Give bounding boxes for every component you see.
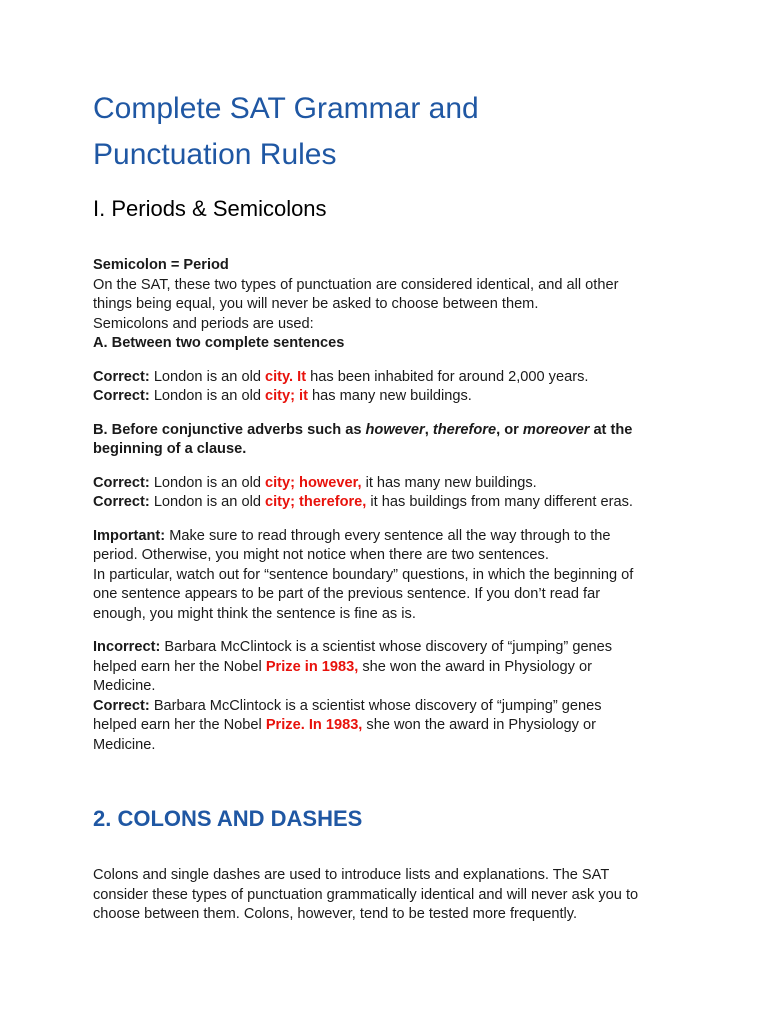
subheading: Semicolon = Period [93, 257, 229, 273]
example-b2 [93, 493, 693, 513]
example-highlight: city; therefore, [264, 494, 367, 510]
important-label: Important: [93, 527, 166, 544]
rule-b-word: moreover [522, 421, 590, 438]
section-1-heading: I. Periods & Semicolons [93, 196, 327, 221]
colons-intro [93, 866, 693, 925]
example-text: London is an old [149, 368, 265, 385]
rule-b-text: at the [589, 421, 633, 438]
important-line-3: In particular, watch out for “sentence boundary” questions, in which the beginning of [93, 566, 634, 583]
correct-label: Correct: [93, 697, 150, 714]
example-label: Correct: [93, 388, 150, 404]
incorrect-label: Incorrect: [93, 639, 161, 655]
mcclintock-examples [93, 638, 693, 755]
rule-b-word: however [365, 421, 425, 438]
correct-text: helped earn her the Nobel [93, 717, 266, 733]
colons-line-3: choose between them. Colons, however, tend to be tested more frequently. [93, 906, 578, 922]
intro-line-1: On the SAT, these two types of punctuation are considered identical, and all other [93, 276, 619, 293]
rule-b [93, 421, 693, 460]
example-a1 [93, 368, 693, 388]
incorrect-line-1 [93, 638, 693, 658]
incorrect-line-2 [93, 658, 693, 678]
incorrect-text: helped earn her the Nobel [93, 658, 266, 675]
correct-text: she won the award in Physiology or [362, 717, 597, 733]
intro-line-2: things being equal, you will never be asked to choose between them. [93, 296, 539, 312]
example-b1 [93, 474, 693, 494]
rule-b-line-1 [93, 421, 693, 441]
rule-b-text: , or [496, 421, 523, 438]
example-label: Correct: [93, 474, 150, 491]
example-label: Correct: [93, 368, 150, 385]
rule-a: A. Between two complete sentences [93, 335, 345, 351]
section-2-heading: 2. COLONS AND DASHES [93, 806, 363, 831]
correct-line-3: Medicine. [93, 736, 156, 753]
example-highlight: city. It [264, 368, 307, 385]
examples-b [93, 474, 693, 513]
intro-line-3: Semicolons and periods are used: [93, 315, 314, 332]
correct-highlight: Prize. In 1983, [265, 717, 363, 733]
example-text: it has many new buildings. [361, 474, 537, 491]
important-note [93, 527, 693, 625]
example-label: Correct: [93, 494, 150, 510]
example-highlight: city; however, [264, 474, 362, 491]
colons-line-1: Colons and single dashes are used to introduce lists and explanations. The SAT [93, 867, 610, 883]
example-text: it has buildings from many different eras. [366, 494, 633, 510]
example-highlight: city; it [264, 388, 308, 404]
incorrect-highlight: Prize in 1983, [265, 658, 359, 675]
correct-line-1 [93, 697, 693, 717]
rule-b-text: , [424, 421, 433, 438]
example-text: has many new buildings. [307, 388, 472, 404]
document-title [93, 86, 693, 178]
example-text: has been inhabited for around 2,000 years. [306, 368, 589, 385]
rule-b-line-2: beginning of a clause. [93, 441, 247, 457]
rule-b-word: therefore [432, 421, 497, 438]
correct-text: Barbara McClintock is a scientist whose discovery of “jumping” genes [149, 697, 602, 714]
incorrect-line-3: Medicine. [93, 678, 156, 694]
incorrect-text: she won the award in Physiology or [358, 658, 592, 675]
example-text: London is an old [149, 474, 265, 491]
document-page [93, 86, 693, 925]
incorrect-text: Barbara McClintock is a scientist whose discovery of “jumping” genes [160, 639, 613, 655]
rule-b-text: B. Before conjunctive adverbs such as [93, 421, 366, 438]
semicolon-intro [93, 256, 693, 354]
important-line-4: one sentence appears to be part of the previous sentence. If you don’t read far [93, 586, 601, 602]
title-line-2: Punctuation Rules [93, 138, 337, 171]
colons-line-2: consider these types of punctuation grammatically identical and will never ask you to [93, 886, 639, 903]
important-line-5: enough, you might think the sentence is fine as is. [93, 605, 416, 622]
example-text: London is an old [149, 494, 265, 510]
important-line-1 [93, 527, 693, 547]
example-text: London is an old [149, 388, 265, 404]
example-a2 [93, 387, 693, 407]
title-line-1: Complete SAT Grammar and [93, 92, 479, 125]
correct-line-2 [93, 716, 693, 736]
important-text: Make sure to read through every sentence all the way through to the [165, 527, 611, 544]
examples-a [93, 368, 693, 407]
important-line-2: period. Otherwise, you might not notice when there are two sentences. [93, 547, 549, 563]
